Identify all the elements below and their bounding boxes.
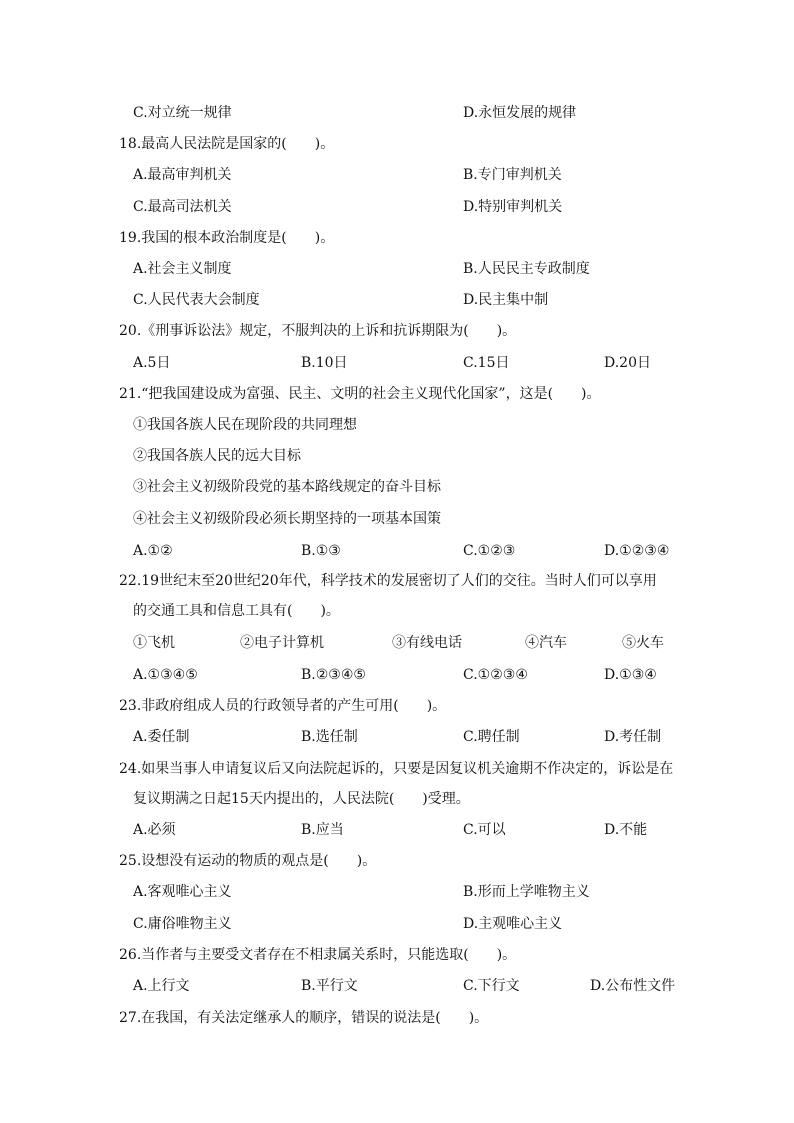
q26-stem: 26.当作者与主要受文者存在不相隶属关系时，只能选取( )。	[119, 947, 517, 963]
q22-option-c: C.①②③④	[463, 667, 528, 683]
q17-option-d: D.永恒发展的规律	[463, 105, 577, 121]
q18-option-d: D.特别审判机关	[463, 199, 563, 215]
q25-option-a: A.客观唯心主义	[133, 884, 232, 900]
q26-option-c: C.下行文	[463, 978, 520, 994]
q25-stem: 25.设想没有运动的物质的观点是( )。	[119, 853, 377, 869]
q21-option-c: C.①②③	[463, 543, 516, 559]
q21-statement-2: ②我国各族人民的远大目标	[133, 448, 301, 464]
q24-option-c: C.可以	[463, 822, 506, 838]
q21-option-b: B.①③	[301, 543, 341, 559]
q22-option-d: D.①③④	[604, 667, 657, 683]
q25-option-d: D.主观唯心主义	[463, 916, 563, 932]
q19-option-a: A.社会主义制度	[133, 261, 232, 277]
q24-stem-line-1: 24.如果当事人申请复议后又向法院起诉的，只要是因复议机关逾期不作决定的，诉讼是在	[119, 761, 674, 777]
q18-option-c: C.最高司法机关	[133, 199, 232, 215]
q21-statement-3: ③社会主义初级阶段党的基本路线规定的奋斗目标	[133, 479, 441, 495]
q21-statement-1: ①我国各族人民在现阶段的共同理想	[133, 417, 357, 433]
q22-stem-line-2: 的交通工具和信息工具有( )。	[133, 603, 340, 619]
q18-stem: 18.最高人民法院是国家的( )。	[119, 136, 335, 152]
q23-option-d: D.考任制	[604, 729, 662, 745]
q22-option-a: A.①③④⑤	[133, 667, 198, 683]
q20-stem: 20.《刑事诉讼法》规定，不服判决的上诉和抗诉期限为( )。	[119, 323, 517, 339]
q21-option-d: D.①②③④	[604, 543, 670, 559]
q25-option-c: C.庸俗唯物主义	[133, 916, 232, 932]
q19-option-d: D.民主集中制	[463, 292, 549, 308]
q19-option-b: B.人民民主专政制度	[463, 261, 590, 277]
q20-option-c: C.15日	[463, 355, 510, 371]
q26-option-b: B.平行文	[301, 978, 358, 994]
q26-option-d: D.公布性文件	[590, 978, 676, 994]
q23-option-c: C.聘任制	[463, 729, 520, 745]
q17-option-c: C.对立统一规律	[133, 105, 232, 121]
q22-option-b: B.②③④⑤	[301, 667, 366, 683]
q18-option-b: B.专门审判机关	[463, 167, 562, 183]
q24-option-d: D.不能	[604, 822, 648, 838]
q26-option-a: A.上行文	[133, 978, 190, 994]
q24-option-a: A.必须	[133, 822, 176, 838]
q21-stem: 21.“把我国建设成为富强、民主、文明的社会主义现代化国家”，这是( )。	[119, 386, 601, 402]
q19-stem: 19.我国的根本政治制度是( )。	[119, 230, 335, 246]
q22-stem-line-1: 22.19世纪末至20世纪20年代，科学技术的发展密切了人们的交往。当时人们可以享用	[119, 573, 657, 589]
q23-option-b: B.选任制	[301, 729, 358, 745]
q20-option-d: D.20日	[604, 355, 651, 371]
q19-option-c: C.人民代表大会制度	[133, 292, 260, 308]
q20-option-a: A.5日	[133, 355, 171, 371]
q27-stem: 27.在我国，有关法定继承人的顺序，错误的说法是( )。	[119, 1010, 489, 1026]
q22-statement-1: ①飞机	[133, 635, 175, 651]
q23-option-a: A.委任制	[133, 729, 190, 745]
q24-option-b: B.应当	[301, 822, 344, 838]
q20-option-b: B.10日	[301, 355, 348, 371]
q21-statement-4: ④社会主义初级阶段必须长期坚持的一项基本国策	[133, 511, 441, 527]
q24-stem-line-2: 复议期满之日起15天内提出的，人民法院( )受理。	[133, 791, 470, 807]
q25-option-b: B.形而上学唯物主义	[463, 884, 590, 900]
q22-statement-4: ④汽车	[525, 635, 567, 651]
q22-statement-2: ②电子计算机	[240, 635, 324, 651]
q21-option-a: A.①②	[133, 543, 173, 559]
q22-statement-3: ③有线电话	[392, 635, 462, 651]
q23-stem: 23.非政府组成人员的行政领导者的产生可用( )。	[119, 698, 447, 714]
q18-option-a: A.最高审判机关	[133, 167, 232, 183]
q22-statement-5: ⑤火车	[622, 635, 664, 651]
